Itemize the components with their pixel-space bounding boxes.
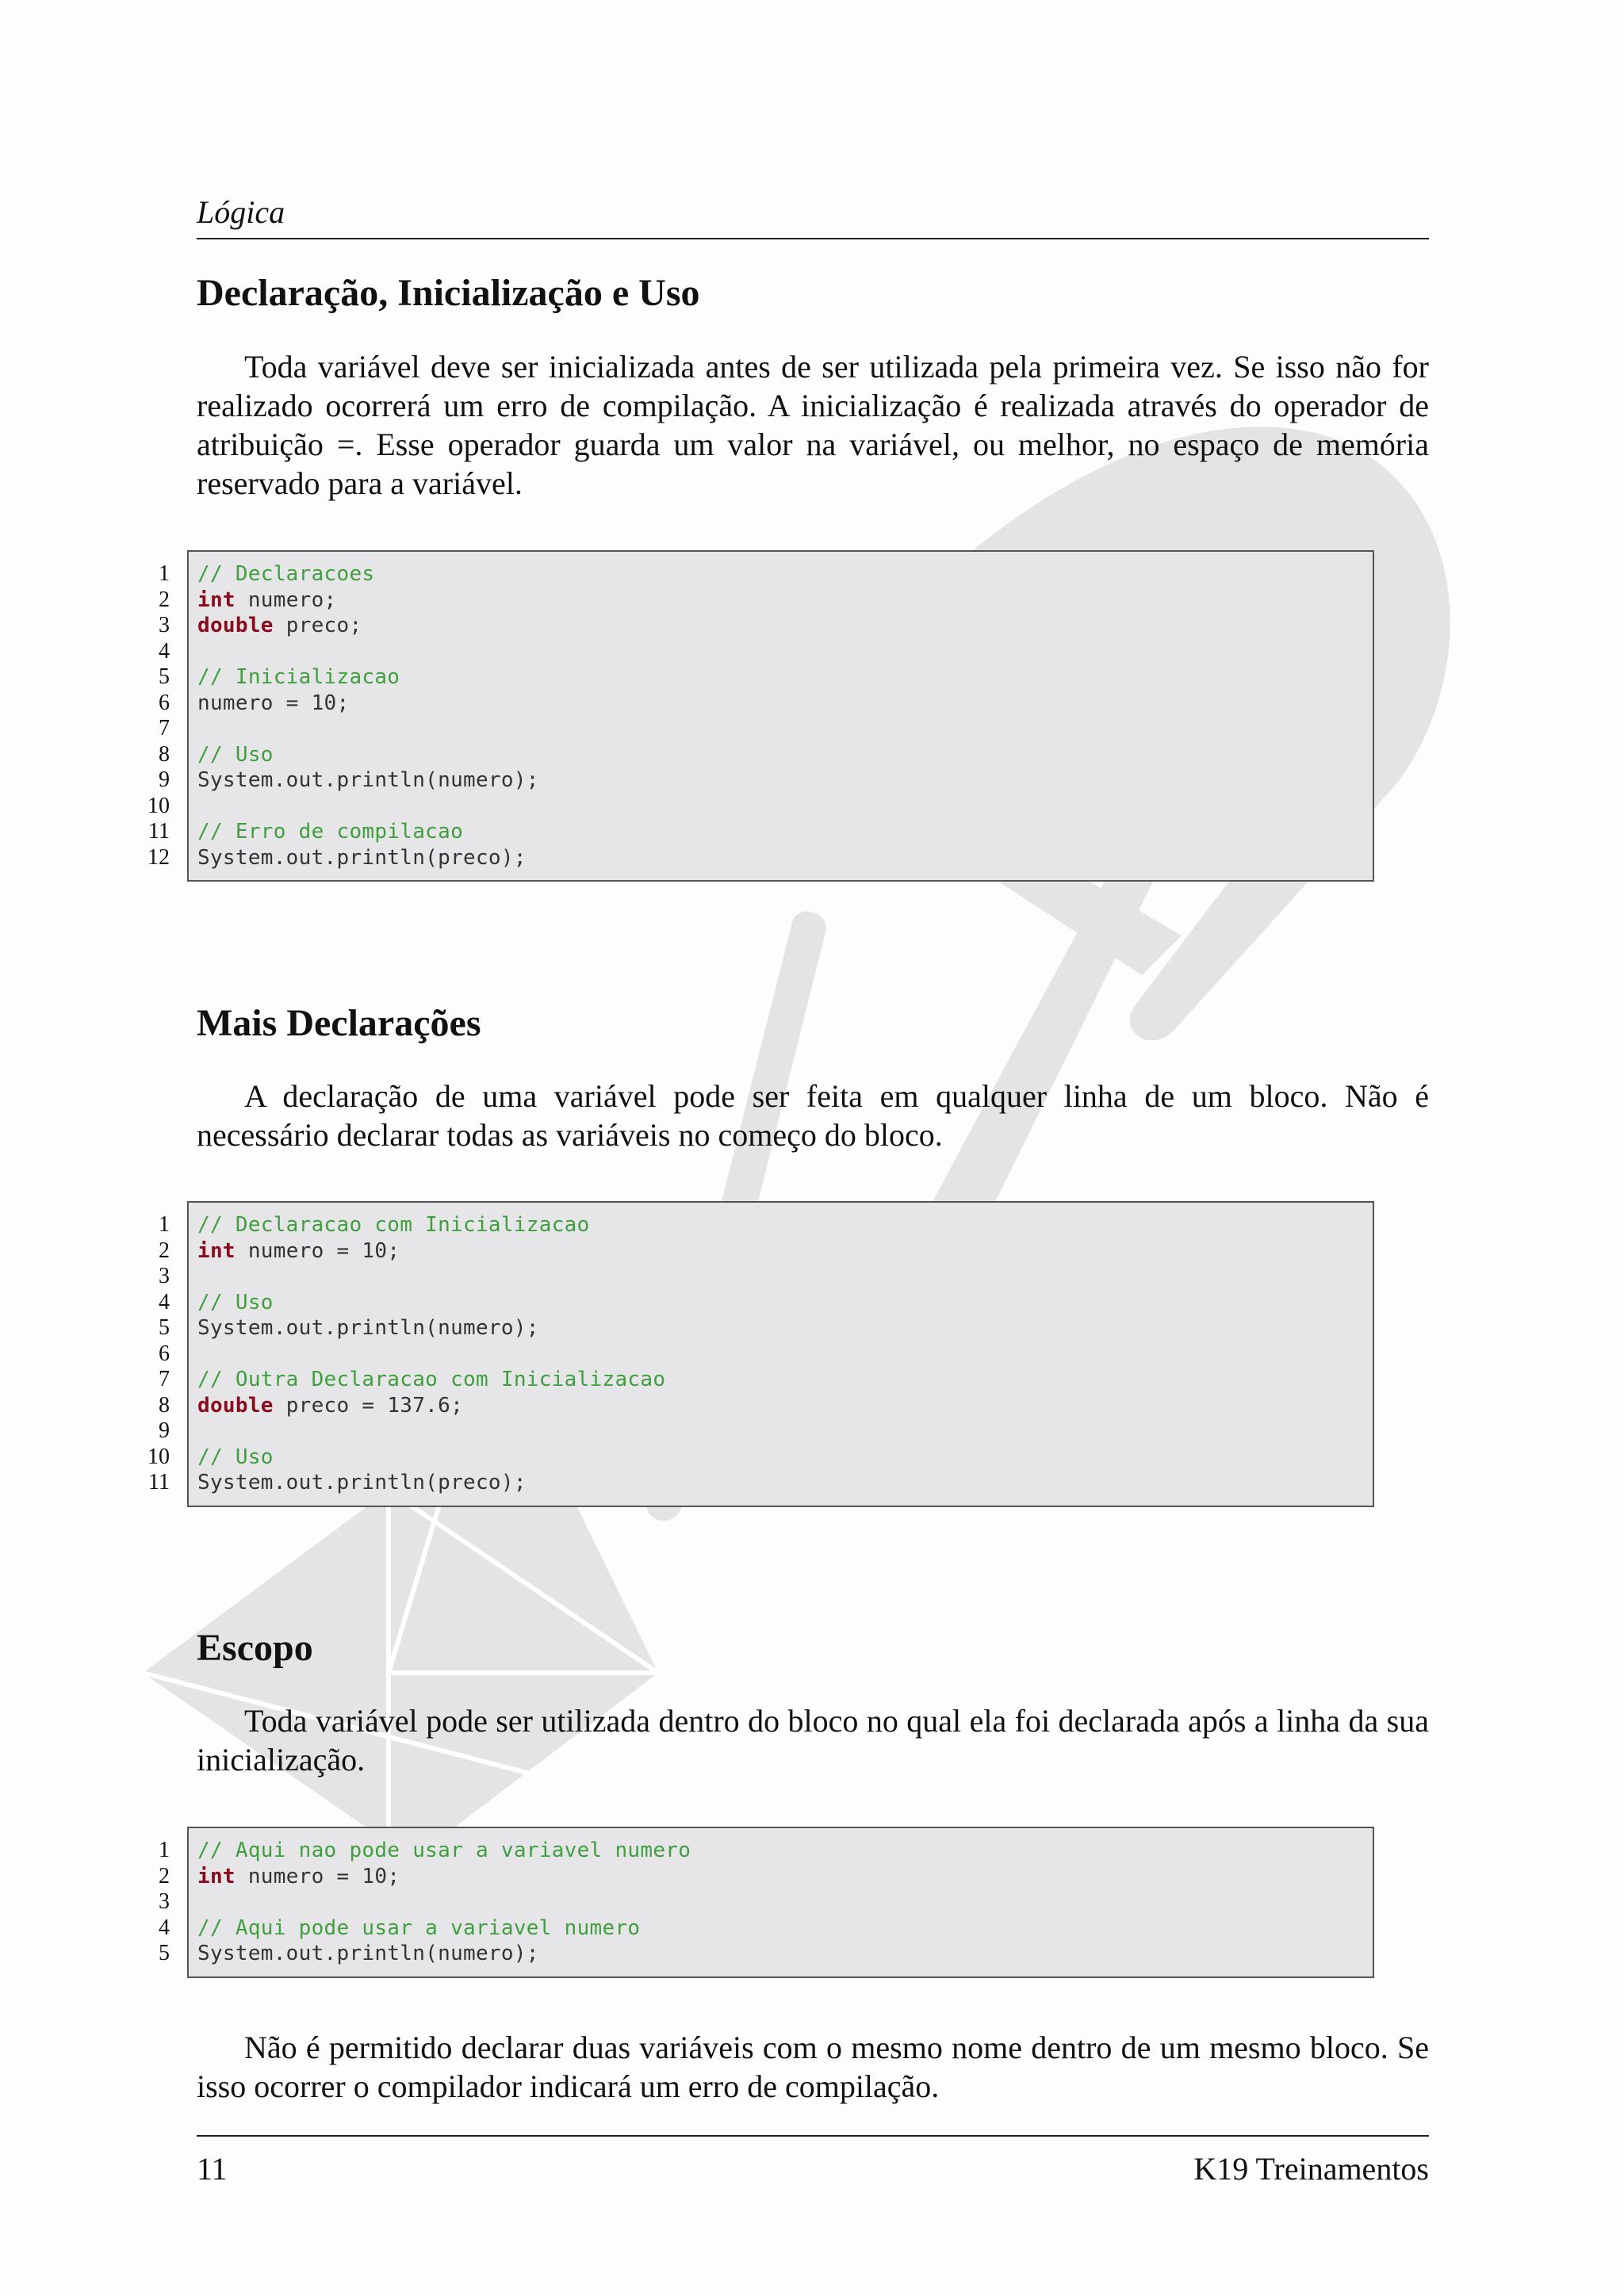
paragraph-declaracao: Toda variável deve ser inicializada antes de ser utilizada pela primeira vez. Se isso não for realizado ocorrerá um erro de compilação. A inicialização é realizada através do operador de atribuição =. Esse operador guarda um valor na variável, ou melhor, no espaço de memória reservado para a variável. <box>197 349 1429 501</box>
code-text: System.out.println(numero); <box>197 1316 539 1340</box>
line-number: 10 <box>147 1444 170 1469</box>
code-line <box>197 1212 1373 1238</box>
line-number: 2 <box>159 587 170 612</box>
code-line <box>197 1393 1373 1419</box>
code-line <box>197 613 1373 639</box>
line-number: 2 <box>159 1863 170 1888</box>
line-number: 8 <box>159 741 170 767</box>
line-numbers <box>135 1838 170 1967</box>
code-line <box>197 1315 1373 1341</box>
code-text: preco = 137.6; <box>273 1393 464 1418</box>
line-number: 2 <box>159 1238 170 1263</box>
code-comment: // Uso <box>197 742 274 767</box>
line-number: 4 <box>159 1289 170 1314</box>
code-line <box>197 742 1373 768</box>
paragraph-escopo: Toda variável pode ser utilizada dentro do bloco no qual ela foi declarada após a linha da sua inicialização. <box>197 1703 1429 1777</box>
paragraph-mais-declaracoes: A declaração de uma variável pode ser feita em qualquer linha de um bloco. Não é necessário declarar todas as variáveis no começo do bloco. <box>197 1078 1429 1153</box>
code-keyword: int <box>197 1864 236 1888</box>
code-comment: // Outra Declaracao com Inicializacao <box>197 1368 666 1391</box>
code-keyword: int <box>197 1238 236 1263</box>
line-number: 9 <box>159 767 170 792</box>
line-number: 5 <box>159 1315 170 1340</box>
code-line <box>197 1418 1373 1445</box>
code-line <box>197 845 1373 871</box>
code-block <box>187 1827 1374 1978</box>
code-text: numero = 10; <box>235 1864 400 1888</box>
code-comment: // Declaracao com Inicializacao <box>197 1213 590 1237</box>
line-number: 10 <box>147 793 170 818</box>
footer-publisher: K19 Treinamentos <box>1193 2151 1429 2187</box>
line-number: 3 <box>159 1889 170 1914</box>
code-keyword: double <box>197 614 274 637</box>
code-line <box>197 767 1373 794</box>
line-number: 6 <box>159 690 170 715</box>
code-text: System.out.println(numero); <box>197 768 539 792</box>
code-text: System.out.println(preco); <box>197 845 527 870</box>
footer-rule <box>197 2135 1429 2137</box>
code-text: numero; <box>235 587 337 612</box>
code-comment: // Aqui pode usar a variavel numero <box>197 1915 641 1940</box>
code-line <box>197 1864 1373 1890</box>
paragraph-escopo-after: Não é permitido declarar duas variáveis com o mesmo nome dentro de um mesmo bloco. Se isso ocorrer o compilador indicará um erro de compilação. <box>197 2030 1429 2104</box>
code-line <box>197 1915 1373 1942</box>
line-number: 1 <box>159 1212 170 1237</box>
page-number: 11 <box>197 2151 228 2187</box>
code-comment: // Inicializacao <box>197 665 400 689</box>
section-title-mais-declaracoes: Mais Declarações <box>197 1002 481 1044</box>
line-number: 4 <box>159 1915 170 1940</box>
code-line <box>197 1445 1373 1471</box>
line-number: 3 <box>159 1264 170 1288</box>
code-line <box>197 1290 1373 1316</box>
code-comment: // Declaracoes <box>197 562 375 586</box>
section-title-escopo: Escopo <box>197 1627 313 1669</box>
line-number: 3 <box>159 613 170 637</box>
line-number: 11 <box>148 819 170 844</box>
code-comment: // Aqui nao pode usar a variavel numero <box>197 1839 691 1862</box>
code-text: numero = 10; <box>235 1238 400 1263</box>
code-line <box>197 1367 1373 1393</box>
code-line <box>197 1238 1373 1265</box>
line-number: 5 <box>159 1941 170 1965</box>
code-keyword: double <box>197 1393 274 1418</box>
line-numbers <box>135 1212 170 1496</box>
code-line <box>197 794 1373 820</box>
code-keyword: int <box>197 587 236 612</box>
line-number: 12 <box>147 844 170 870</box>
code-line <box>197 691 1373 717</box>
code-line <box>197 1264 1373 1290</box>
code-line <box>197 1889 1373 1915</box>
code-line <box>197 1341 1373 1368</box>
code-comment: // Uso <box>197 1445 274 1469</box>
line-number: 5 <box>159 664 170 689</box>
code-line <box>197 664 1373 691</box>
line-numbers <box>135 561 170 871</box>
code-block <box>187 1201 1374 1507</box>
code-line <box>197 561 1373 587</box>
code-comment: // Erro de compilacao <box>197 820 464 844</box>
line-number: 1 <box>159 1838 170 1862</box>
code-line <box>197 819 1373 845</box>
code-line <box>197 1470 1373 1496</box>
section-title-declaracao: Declaração, Inicialização e Uso <box>197 272 700 314</box>
code-text: System.out.println(numero); <box>197 1942 539 1965</box>
line-number: 7 <box>159 1367 170 1391</box>
line-number: 8 <box>159 1392 170 1418</box>
line-number: 6 <box>159 1341 170 1366</box>
code-text: System.out.println(preco); <box>197 1471 527 1494</box>
running-head: Lógica <box>197 190 1429 239</box>
code-comment: // Uso <box>197 1290 274 1314</box>
code-line <box>197 1838 1373 1864</box>
code-block <box>187 550 1374 882</box>
line-number: 11 <box>148 1470 170 1494</box>
line-number: 7 <box>159 716 170 740</box>
line-number: 9 <box>159 1418 170 1443</box>
code-line <box>197 1941 1373 1967</box>
code-line <box>197 587 1373 614</box>
line-number: 1 <box>159 561 170 586</box>
line-number: 4 <box>159 638 170 664</box>
code-line <box>197 716 1373 742</box>
code-text: preco; <box>273 614 362 637</box>
code-text: numero = 10; <box>197 691 350 715</box>
code-line <box>197 639 1373 665</box>
